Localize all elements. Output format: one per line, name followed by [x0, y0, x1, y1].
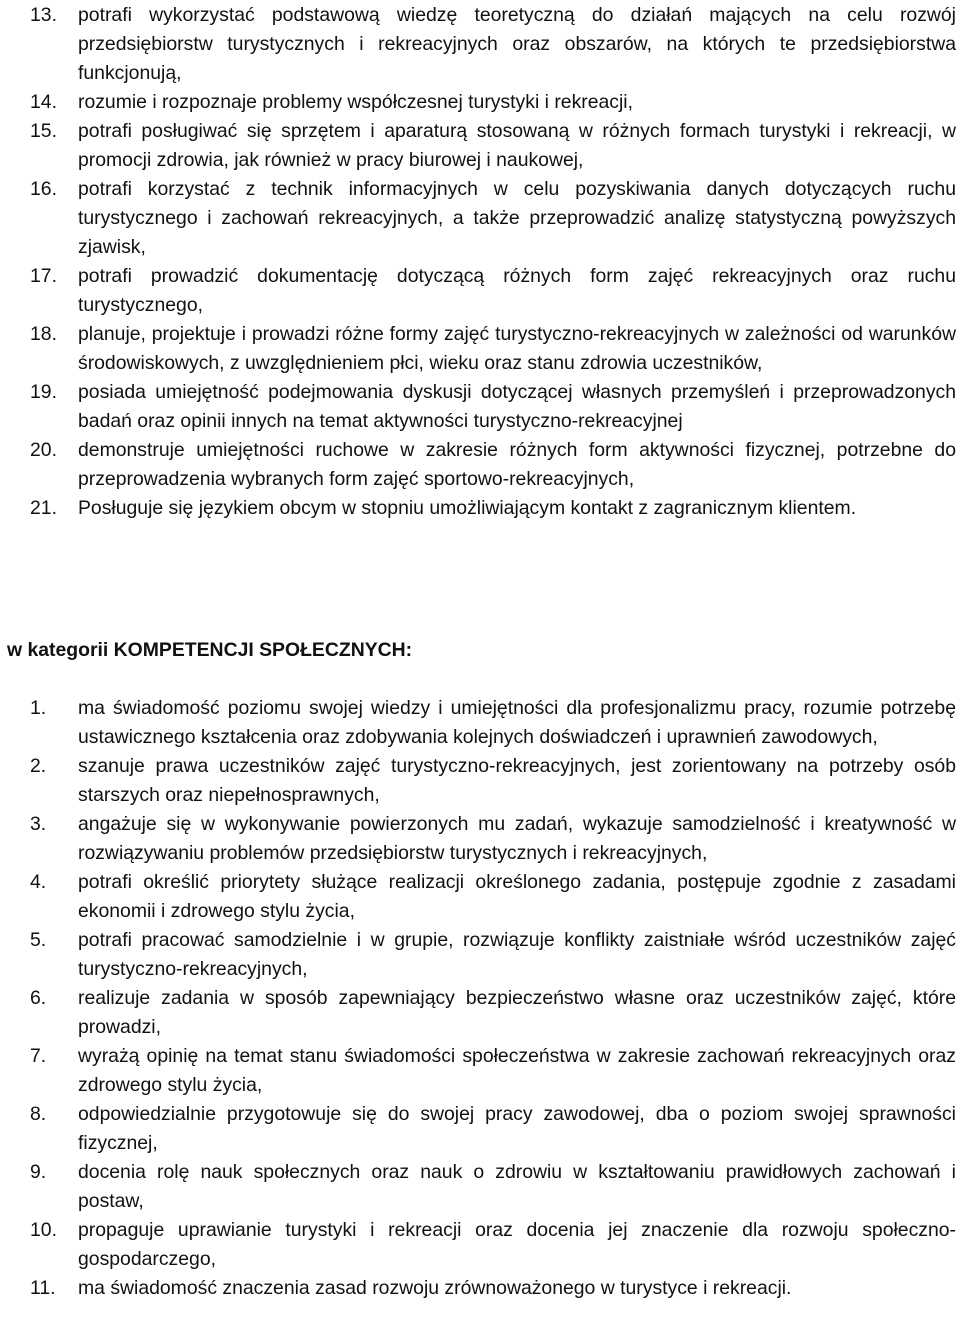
- item-number: 6.: [30, 987, 47, 1009]
- list-item: [30, 868, 956, 926]
- item-number: 9.: [30, 1161, 47, 1183]
- item-text: szanuje prawa uczestników zajęć turystyczno-rekreacyjnych, jest zorientowany na potrzeby osób starszych oraz niepełnosprawnych,: [78, 755, 956, 806]
- list-item: [30, 117, 956, 175]
- item-text: propaguje uprawianie turystyki i rekreacji oraz docenia jej znaczenie dla rozwoju społeczno-gospodarczego,: [78, 1219, 956, 1270]
- item-number: 3.: [30, 813, 47, 835]
- item-text: posiada umiejętność podejmowania dyskusji dotyczącej własnych przemyśleń i przeprowadzonych badań oraz opinii innych na temat aktywności turystyczno-rekreacyjnej: [78, 381, 956, 432]
- list-item: [30, 926, 956, 984]
- item-number: 2.: [30, 755, 47, 777]
- item-number: 4.: [30, 871, 47, 893]
- list-item: [30, 88, 956, 117]
- item-text: planuje, projektuje i prowadzi różne formy zajęć turystyczno-rekreacyjnych w zależności od warunków środowiskowych, z uwzględnieniem płci, wieku oraz stanu zdrowia uczestników,: [78, 323, 956, 374]
- item-number: 17.: [30, 265, 57, 287]
- item-number: 13.: [30, 4, 57, 26]
- item-text: docenia rolę nauk społecznych oraz nauk o zdrowiu w kształtowaniu prawidłowych zachowań i postaw,: [78, 1161, 956, 1212]
- list-item: [30, 320, 956, 378]
- list-item: [30, 378, 956, 436]
- item-text: potrafi pracować samodzielnie i w grupie, rozwiązuje konflikty zaistniałe wśród uczestników zajęć turystyczno-rekreacyjnych,: [78, 929, 956, 980]
- item-text: potrafi korzystać z technik informacyjnych w celu pozyskiwania danych dotyczących ruchu turystycznego i zachowań rekreacyjnych, a także przeprowadzić analizę statystyczną powyższych zjawisk,: [78, 178, 956, 258]
- item-number: 1.: [30, 697, 47, 719]
- list-item: [30, 262, 956, 320]
- list-item: [30, 1100, 956, 1158]
- item-text: ma świadomość poziomu swojej wiedzy i umiejętności dla profesjonalizmu pracy, rozumie potrzebę ustawicznego kształcenia oraz zdobywania kolejnych doświadczeń i uprawnień zawodowych,: [78, 697, 956, 748]
- list-item: [30, 1158, 956, 1216]
- item-number: 7.: [30, 1045, 47, 1067]
- item-number: 10.: [30, 1219, 57, 1241]
- list-item: [30, 175, 956, 262]
- list-item: [30, 436, 956, 494]
- item-text: ma świadomość znaczenia zasad rozwoju zrównoważonego w turystyce i rekreacji.: [78, 1277, 792, 1299]
- list-item: [30, 1216, 956, 1274]
- item-text: odpowiedzialnie przygotowuje się do swojej pracy zawodowej, dba o poziom swojej sprawności fizycznej,: [78, 1103, 956, 1154]
- item-text: rozumie i rozpoznaje problemy współczesnej turystyki i rekreacji,: [78, 91, 633, 113]
- item-number: 21.: [30, 497, 57, 519]
- item-number: 15.: [30, 120, 57, 142]
- list-item: [30, 494, 956, 523]
- item-number: 11.: [30, 1277, 56, 1299]
- item-number: 18.: [30, 323, 57, 345]
- item-text: realizuje zadania w sposób zapewniający bezpieczeństwo własne oraz uczestników zajęć, które prowadzi,: [78, 987, 956, 1038]
- item-number: 20.: [30, 439, 57, 461]
- learning-outcomes-list-social-competences: [30, 694, 956, 1303]
- item-text: potrafi prowadzić dokumentację dotyczącą różnych form zajęć rekreacyjnych oraz ruchu turystycznego,: [78, 265, 956, 316]
- item-number: 8.: [30, 1103, 47, 1125]
- item-text: angażuje się w wykonywanie powierzonych mu zadań, wykazuje samodzielność i kreatywność w rozwiązywaniu problemów przedsiębiorstw turystycznych i rekreacyjnych,: [78, 813, 956, 864]
- list-item: [30, 984, 956, 1042]
- learning-outcomes-list-skills: [30, 1, 956, 523]
- item-number: 16.: [30, 178, 57, 200]
- item-text: potrafi posługiwać się sprzętem i aparaturą stosowaną w różnych formach turystyki i rekreacji, w promocji zdrowia, jak również w pracy biurowej i naukowej,: [78, 120, 956, 171]
- section-heading: w kategorii KOMPETENCJI SPOŁECZNYCH:: [7, 639, 413, 661]
- list-item: [30, 1, 956, 88]
- list-item: [30, 1274, 956, 1303]
- item-number: 5.: [30, 929, 47, 951]
- item-number: 19.: [30, 381, 57, 403]
- list-item: [30, 694, 956, 752]
- item-text: wyrażą opinię na temat stanu świadomości społeczeństwa w zakresie zachowań rekreacyjnych oraz zdrowego stylu życia,: [78, 1045, 956, 1096]
- item-text: demonstruje umiejętności ruchowe w zakresie różnych form aktywności fizycznej, potrzebne do przeprowadzenia wybranych form zajęć sportowo-rekreacyjnych,: [78, 439, 956, 490]
- list-item: [30, 810, 956, 868]
- list-item: [30, 1042, 956, 1100]
- item-number: 14.: [30, 91, 57, 113]
- list-item: [30, 752, 956, 810]
- item-text: Posługuje się językiem obcym w stopniu umożliwiającym kontakt z zagranicznym klientem.: [78, 497, 857, 519]
- item-text: potrafi wykorzystać podstawową wiedzę teoretyczną do działań mających na celu rozwój przedsiębiorstw turystycznych i rekreacyjnych oraz obszarów, na których te przedsiębiorstwa funkcjonują,: [78, 4, 956, 84]
- item-text: potrafi określić priorytety służące realizacji określonego zadania, postępuje zgodnie z zasadami ekonomii i zdrowego stylu życia,: [78, 871, 956, 922]
